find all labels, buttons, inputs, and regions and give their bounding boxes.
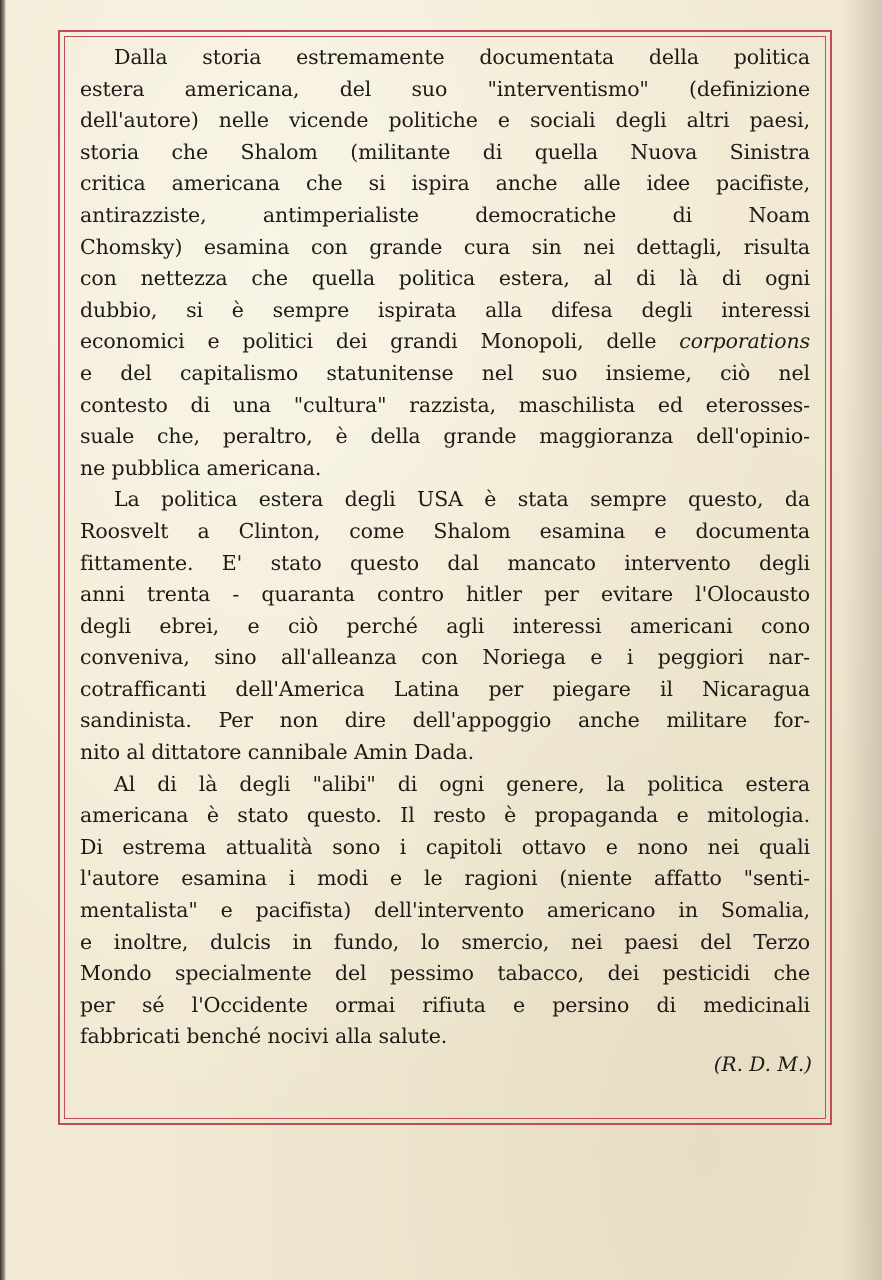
text-line: con nettezza che quella politica estera, al di là di ogni (80, 266, 810, 291)
text-line: suale che, peraltro, è della grande maggioranza dell'opinio- (80, 424, 810, 449)
text-line: La politica estera degli USA è stata sempre questo, da (114, 487, 810, 512)
text-line: Roosvelt a Clinton, come Shalom esamina e documenta (80, 518, 810, 543)
author-signature: (R. D. M.) (713, 1052, 812, 1076)
text-line: l'autore esamina i modi e le ragioni (niente affatto "senti- (80, 866, 810, 891)
text-line: Mondo specialmente del pessimo tabacco, dei pesticidi che (80, 961, 810, 986)
text-line: antirazziste, antimperialiste democratiche di Noam (80, 202, 810, 227)
text-line-with-italic (80, 326, 810, 358)
text-line: ne pubblica americana. (80, 455, 322, 480)
text-line: conveniva, sino all'alleanza con Noriega e i peggiori nar- (80, 645, 810, 670)
review-text (80, 42, 810, 1053)
text-line: e inoltre, dulcis in fundo, lo smercio, nei paesi del Terzo (80, 929, 810, 954)
text-line: contesto di una "cultura" razzista, maschilista ed eterosses- (80, 392, 810, 417)
page-edge-shadow (0, 0, 6, 1280)
text-line: estera americana, del suo "interventismo" (definizione (80, 76, 810, 101)
page-wear (842, 0, 882, 1280)
text-line: sandinista. Per non dire dell'appoggio anche militare for- (80, 708, 810, 733)
text-line: degli ebrei, e ciò perché agli interessi americani cono (80, 613, 810, 638)
text-line: Al di là degli "alibi" di ogni genere, la politica estera (114, 771, 810, 796)
text-line: per sé l'Occidente ormai rifiuta e persino di medicinali (80, 992, 810, 1017)
text-line: nito al dittatore cannibale Amin Dada. (80, 740, 475, 765)
text-line: storia che Shalom (militante di quella Nuova Sinistra (80, 139, 810, 164)
text-line: anni trenta - quaranta contro hitler per evitare l'Olocausto (80, 582, 810, 607)
text-line: mentalista" e pacifista) dell'intervento americano in Somalia, (80, 898, 810, 923)
text-line: dubbio, si è sempre ispirata alla difesa degli interessi (80, 297, 810, 322)
text-line: fittamente. E' stato questo dal mancato intervento degli (80, 550, 810, 575)
text-line: Chomsky) esamina con grande cura sin nei dettagli, risulta (80, 234, 810, 259)
italic-word: corporations (679, 329, 810, 354)
text-line: cotrafficanti dell'America Latina per piegare il Nicaragua (80, 676, 810, 701)
text-line: critica americana che si ispira anche alle idee pacifiste, (80, 171, 810, 196)
text-line: fabbricati benché nocivi alla salute. (80, 1024, 448, 1049)
text-line: Di estrema attualità sono i capitoli ottavo e nono nei quali (80, 834, 810, 859)
text-line: dell'autore) nelle vicende politiche e sociali degli altri paesi, (80, 108, 810, 133)
text-line: e del capitalismo statunitense nel suo insieme, ciò nel (80, 360, 810, 385)
text-line: Dalla storia estremamente documentata della politica (114, 45, 810, 69)
text-line: americana è stato questo. Il resto è propaganda e mitologia. (80, 803, 810, 828)
text-segment: economici e politici dei grandi Monopoli, delle (80, 329, 657, 354)
